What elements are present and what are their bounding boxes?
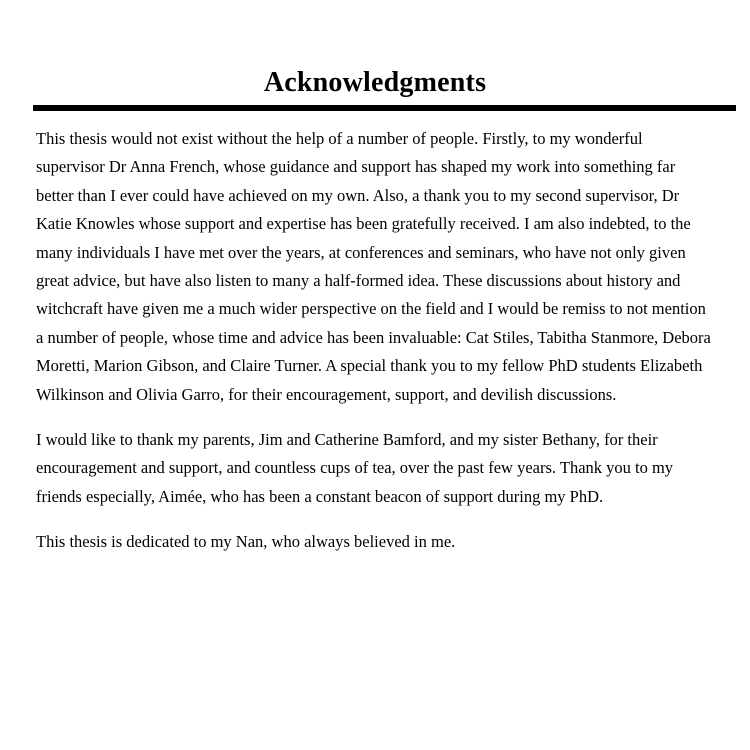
text-line: This thesis would not exist without the help of a number of people. Firstly, to my wonderful bbox=[36, 129, 643, 148]
title-rule bbox=[33, 105, 736, 111]
text-line: Katie Knowles whose support and expertise has been gratefully received. I am also indebted, to the bbox=[36, 214, 691, 234]
page-title: Acknowledgments bbox=[263, 67, 487, 98]
text-line: great advice, but have also listen to many a half-formed idea. These discussions about history and bbox=[36, 271, 681, 291]
text-line: Moretti, Marion Gibson, and Claire Turner. A special thank you to my fellow PhD students Elizabeth bbox=[36, 356, 703, 376]
paragraph-3 bbox=[36, 528, 733, 556]
paragraph-2 bbox=[36, 426, 733, 511]
text-line: I would like to thank my parents, Jim and Catherine Bamford, and my sister Bethany, for their bbox=[36, 430, 658, 450]
text-line: witchcraft have given me a much wider perspective on the field and I would be remiss to not mention bbox=[36, 299, 706, 319]
paragraph-1 bbox=[36, 125, 733, 409]
acknowledgments-text bbox=[36, 125, 733, 557]
text-line: better than I ever could have achieved on my own. Also, a thank you to my second supervisor, Dr bbox=[36, 185, 680, 205]
text-line: friends especially, Aimée, who has been a constant beacon of support during my PhD. bbox=[36, 486, 604, 506]
text-line: supervisor Dr Anna French, whose guidance and support has shaped my work into something far bbox=[36, 157, 676, 177]
text-line: Wilkinson and Olivia Garro, for their encouragement, support, and devilish discussions. bbox=[36, 384, 617, 404]
text-line: a number of people, whose time and advice has been invaluable: Cat Stiles, Tabitha Stanmore, Debora bbox=[36, 327, 711, 347]
text-line: many individuals I have met over the years, at conferences and seminars, who have not only given bbox=[36, 242, 686, 262]
text-line: encouragement and support, and countless cups of tea, over the past few years. Thank you to my bbox=[36, 458, 674, 478]
text-line: This thesis is dedicated to my Nan, who always believed in me. bbox=[36, 532, 456, 552]
